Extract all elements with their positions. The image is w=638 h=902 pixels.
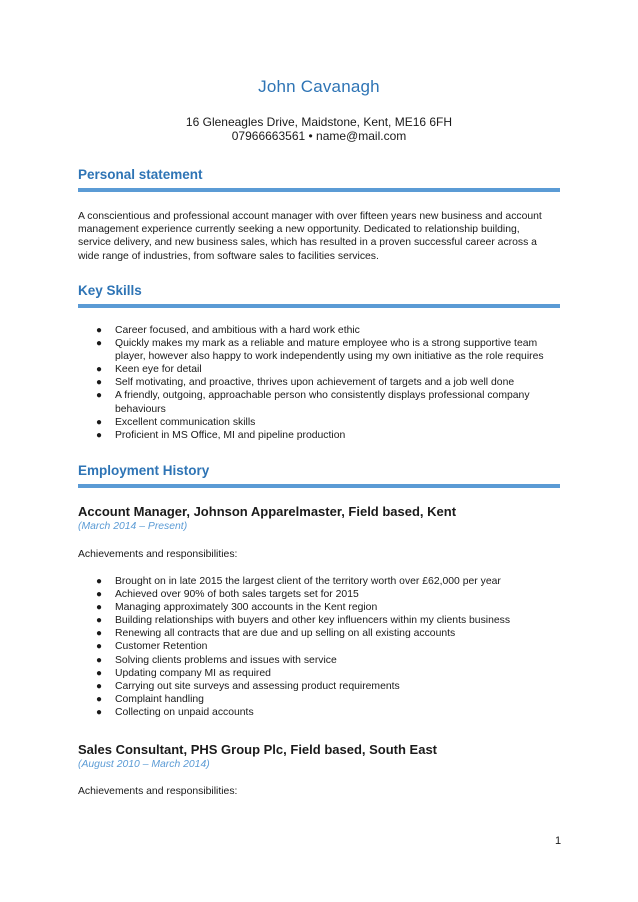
list-item: ● Brought on in late 2015 the largest client of the territory worth over £62,000 per year xyxy=(96,576,501,587)
section-divider xyxy=(78,188,560,192)
statement-line: wide range of industries, from software sales to facilities services. xyxy=(78,250,379,262)
statement-line: A conscientious and professional account manager with over fifteen years new business and account xyxy=(78,211,542,222)
page-number: 1 xyxy=(555,835,562,847)
job-title: Account Manager, Johnson Apparelmaster, Field based, Kent xyxy=(78,504,457,519)
contact-info: 07966663561 • name@mail.com xyxy=(231,129,407,143)
address: 16 Gleneagles Drive, Maidstone, Kent, ME16 6FH xyxy=(185,115,453,129)
bullet-icon: ● xyxy=(96,680,103,692)
list-item: ● Managing approximately 300 accounts in the Kent region xyxy=(96,602,378,614)
bullet-icon: ● xyxy=(96,416,103,428)
candidate-name: John Cavanagh xyxy=(258,77,380,96)
section-divider xyxy=(78,304,560,308)
job-dates: (August 2010 – March 2014) xyxy=(78,759,210,770)
bullet-icon: ● xyxy=(96,576,103,587)
achievements-label: Achievements and responsibilities: xyxy=(78,549,238,560)
bullet-icon: ● xyxy=(96,667,103,679)
bullet-icon: ● xyxy=(96,693,103,705)
statement-line: service delivery, and new business sales, which has resulted in a proven successful career across a xyxy=(78,237,537,249)
employment-history-heading: Employment History xyxy=(78,463,210,478)
bullet-icon: ● xyxy=(96,390,103,402)
list-item: ● Quickly makes my mark as a reliable and mature employee who is a strong supportive team xyxy=(96,338,538,350)
bullet-icon: ● xyxy=(96,429,103,441)
job-responsibilities-list xyxy=(96,575,565,719)
list-item: ● Excellent communication skills xyxy=(96,416,256,428)
bullet-icon: ● xyxy=(96,628,103,640)
bullet-icon: ● xyxy=(96,602,103,614)
bullet-icon: ● xyxy=(96,654,103,666)
list-item: ● Proficient in MS Office, MI and pipeline production xyxy=(96,429,346,441)
bullet-icon: ● xyxy=(96,706,103,718)
list-item: ● Carrying out site surveys and assessing product requirements xyxy=(96,680,400,692)
bullet-icon: ● xyxy=(96,338,103,350)
list-item: ● Achieved over 90% of both sales targets set for 2015 xyxy=(96,589,359,601)
list-item: ● Keen eye for detail xyxy=(96,364,202,376)
list-item: ● Building relationships with buyers and other key influencers within my clients business xyxy=(96,615,511,627)
personal-statement-heading: Personal statement xyxy=(78,167,203,182)
list-item-continuation: behaviours xyxy=(115,403,166,415)
list-item: ● A friendly, outgoing, approachable person who consistently displays professional company xyxy=(96,390,530,402)
list-item: ● Career focused, and ambitious with a hard work ethic xyxy=(96,325,360,336)
list-item: ● Customer Retention xyxy=(96,641,208,653)
bullet-icon: ● xyxy=(96,641,103,653)
skills-list xyxy=(96,324,565,442)
statement-line: management experience currently seeking a new opportunity. Dedicated to relationship building, xyxy=(78,224,520,236)
section-divider xyxy=(78,484,560,488)
bullet-icon: ● xyxy=(96,364,103,376)
list-item: ● Complaint handling xyxy=(96,693,204,705)
bullet-icon: ● xyxy=(96,377,103,389)
list-item-continuation: player, however also happy to work independently using my own initiative as the role requires xyxy=(115,351,544,363)
personal-statement-text xyxy=(78,210,560,263)
achievements-label: Achievements and responsibilities: xyxy=(78,786,238,797)
list-item: ● Collecting on unpaid accounts xyxy=(96,706,254,718)
bullet-icon: ● xyxy=(96,325,103,336)
key-skills-heading: Key Skills xyxy=(78,283,142,298)
list-item: ● Updating company MI as required xyxy=(96,667,271,679)
bullet-icon: ● xyxy=(96,589,103,601)
bullet-icon: ● xyxy=(96,615,103,627)
job-dates: (March 2014 – Present) xyxy=(78,521,188,532)
job-title: Sales Consultant, PHS Group Plc, Field based, South East xyxy=(78,742,438,757)
list-item: ● Solving clients problems and issues with service xyxy=(96,654,337,666)
list-item: ● Self motivating, and proactive, thrives upon achievement of targets and a job well done xyxy=(96,377,515,389)
list-item: ● Renewing all contracts that are due and up selling on all existing accounts xyxy=(96,628,456,640)
